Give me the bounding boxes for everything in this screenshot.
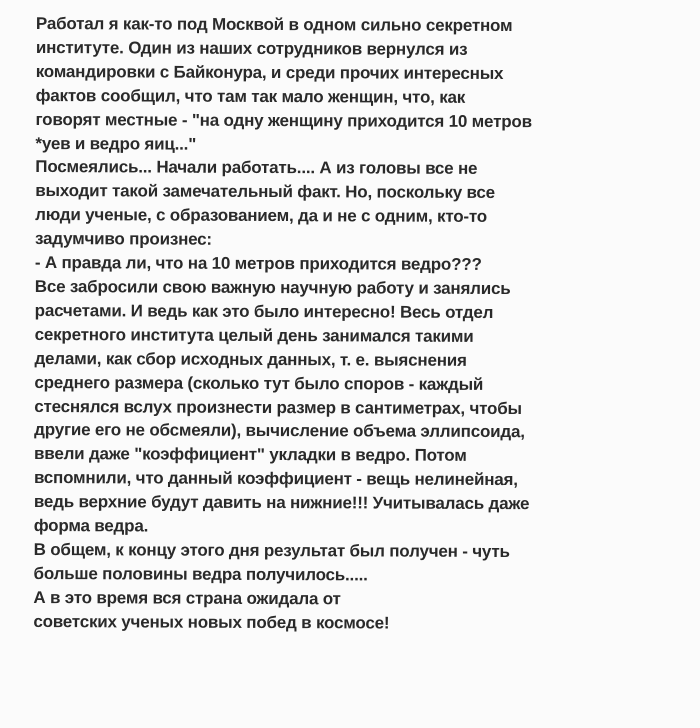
text-line: стеснялся вслух произнести размер в сантиметрах, чтобы [34,396,522,418]
text-line: фактов сообщил, что там так мало женщин, что, как [35,85,466,107]
text-line: командировки с Байконура, и среди прочих интересных [35,61,504,83]
text-line: ведь верхние будут давить на нижние!!! Учитывалась даже [33,492,530,514]
text-line: институте. Один из наших сотрудников вернулся из [35,37,468,59]
text-line: говорят местные - "на одну женщину приходится 10 метров [35,109,532,131]
text-line: люди ученые, с образованием, да и не с одним, кто-то [35,205,488,227]
text-line: задумчиво произнес: [34,229,212,249]
text-line: делами, как сбор исходных данных, т. е. выяснения [34,348,467,370]
text-line: расчетами. И ведь как это было интересно! Весь отдел [34,300,494,322]
text-line: вспомнили, что данный коэффициент - вещь нелинейная, [33,468,518,490]
text-line: А в это время вся страна ожидала от [33,587,341,609]
text-line: среднего размера (сколько тут было споров - каждый [34,372,484,394]
text-line: *уев и ведро яиц..." [35,133,197,154]
text-line: другие его не обсмеяли), вычисление объема эллипсоида, [34,420,525,442]
text-line: секретного института целый день занимался такими [34,324,474,346]
text-line: больше половины ведра получилось..... [33,563,368,585]
text-line: Посмеялись... Начали работать.... А из головы все не [35,157,478,179]
text-line: советских ученых новых побед в космосе! [33,611,390,633]
text-line: Работал я как-то под Москвой в одном сильно секретном [35,13,513,36]
text-line: ввели даже "коэффициент" укладки в ведро. Потом [34,444,467,466]
text-line: форма ведра. [33,516,149,536]
text-line: - А правда ли, что на 10 метров приходится ведро??? [34,253,482,275]
text-line: выходит такой замечательный факт. Но, поскольку все [35,181,495,203]
text-line: Все забросили свою важную научную работу и занялись [34,276,511,299]
text-line: В общем, к концу этого дня результат был получен - чуть [33,539,510,562]
post-text [33,12,696,636]
